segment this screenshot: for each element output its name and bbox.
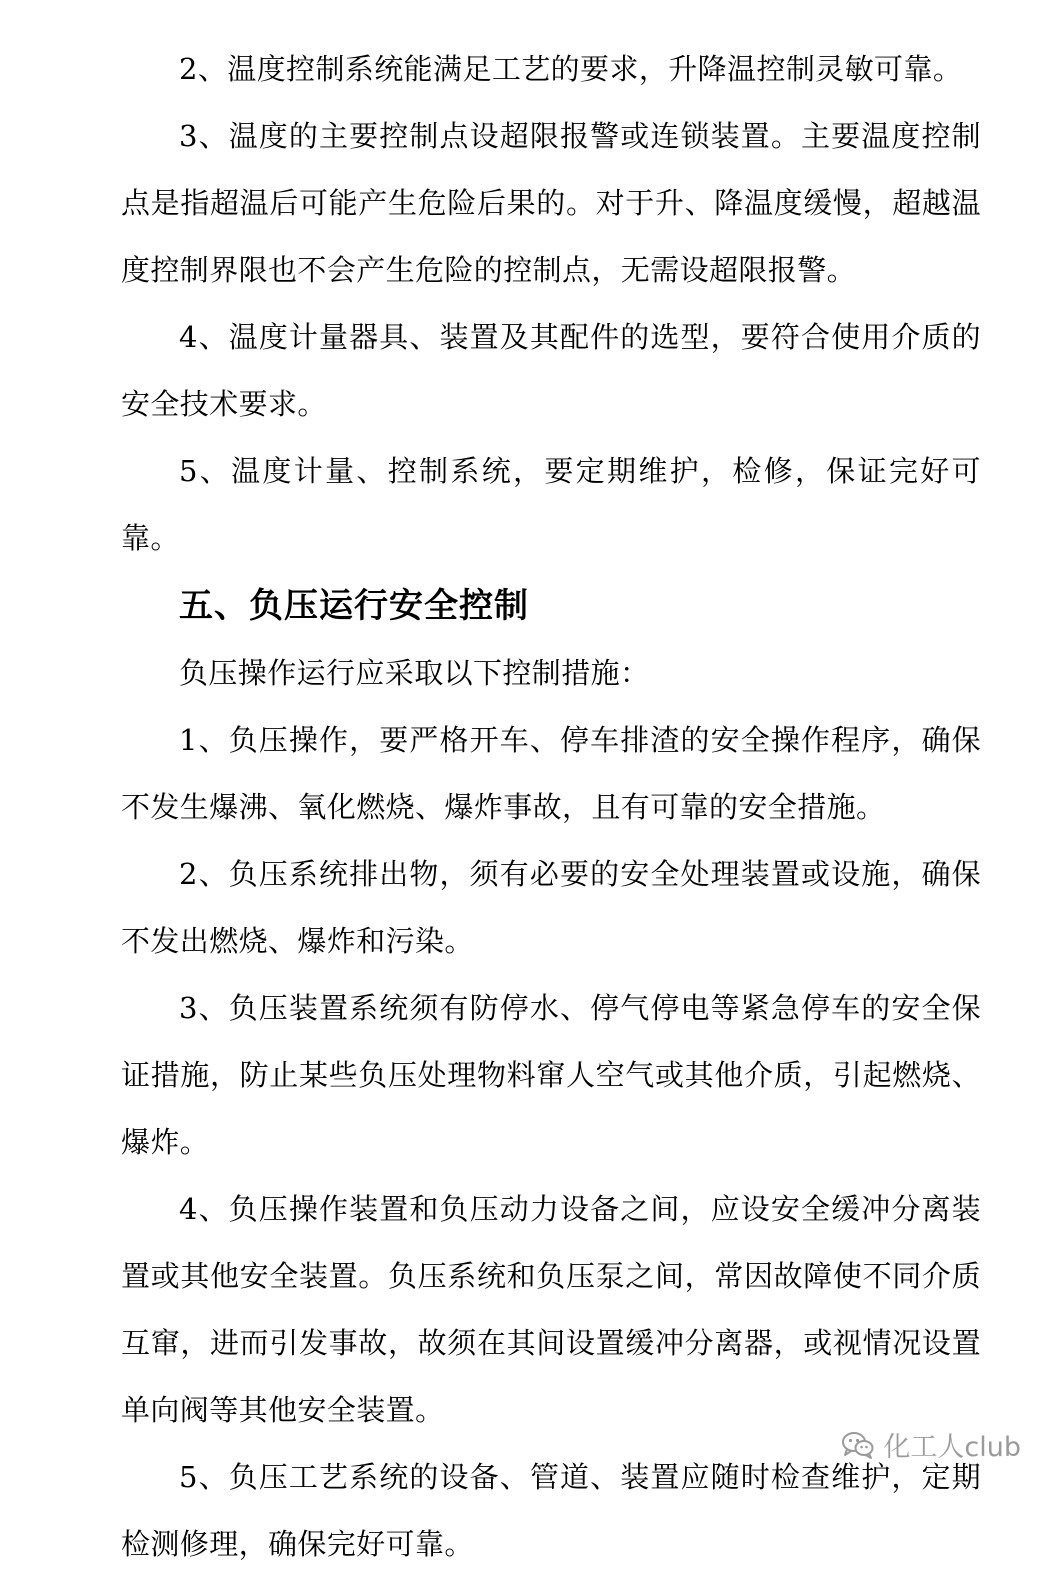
watermark-text: 化工人club [883, 1432, 1021, 1463]
wechat-icon [841, 1430, 875, 1460]
paragraph-neg-4: 4、负压操作装置和负压动力设备之间，应设安全缓冲分离装置或其他安全装置。负压系统和负压泵之间，常因故障使不同介质互窜，进而引发事故，故须在其间设置缓冲分离器，或视情况设置单向阀等其他安全装置。 [121, 1192, 981, 1427]
paragraph-neg-5: 5、负压工艺系统的设备、管道、装置应随时检查维护，定期检测修理，确保完好可靠。 [121, 1460, 981, 1561]
paragraph-neg-1: 1、负压操作，要严格开车、停车排渣的安全操作程序，确保不发生爆沸、氧化燃烧、爆炸事故，且有可靠的安全措施。 [121, 723, 981, 824]
watermark [841, 1425, 1021, 1464]
document-body [121, 36, 981, 1578]
paragraph-neg-3: 3、负压装置系统须有防停水、停气停电等紧急停车的安全保证措施，防止某些负压处理物料窜人空气或其他介质，引起燃烧、爆炸。 [121, 991, 981, 1159]
paragraph-temp-4: 4、温度计量器具、装置及其配件的选型，要符合使用介质的安全技术要求。 [121, 320, 981, 421]
paragraph-neg-2: 2、负压系统排出物，须有必要的安全处理装置或设施，确保不发出燃烧、爆炸和污染。 [121, 857, 981, 958]
paragraph-temp-3: 3、温度的主要控制点设超限报警或连锁装置。主要温度控制点是指超温后可能产生危险后果的。对于升、降温度缓慢，超越温度控制界限也不会产生危险的控制点，无需设超限报警。 [121, 119, 981, 287]
section-heading: 五、负压运行安全控制 [179, 586, 529, 626]
paragraph-neg-intro: 负压操作运行应采取以下控制措施： [179, 656, 650, 690]
paragraph-temp-5: 5、温度计量、控制系统，要定期维护，检修，保证完好可靠。 [121, 454, 981, 555]
paragraph-temp-2: 2、温度控制系统能满足工艺的要求，升降温控制灵敏可靠。 [179, 52, 963, 86]
